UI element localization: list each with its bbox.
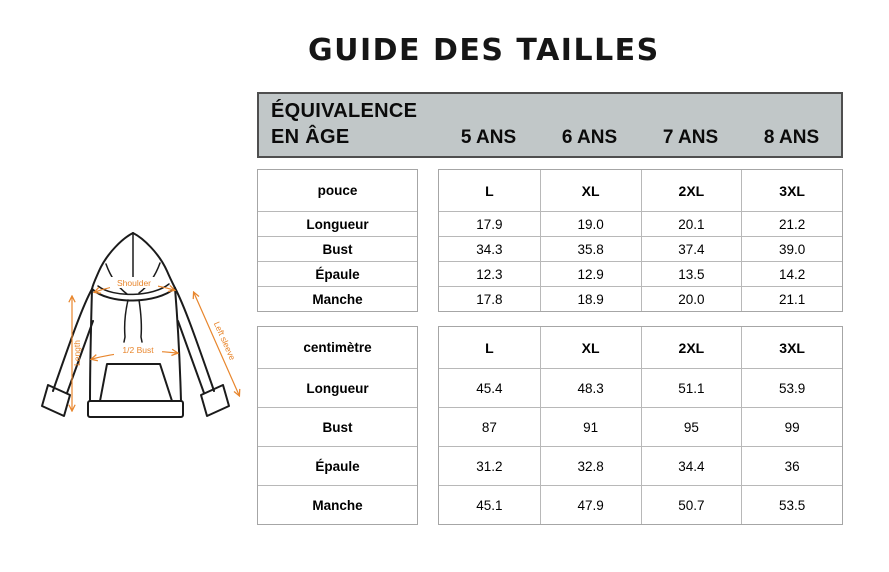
cm-size-header-row: [439, 327, 842, 368]
value-cell: 91: [540, 408, 641, 446]
table-row: [439, 485, 842, 524]
value-cell: 31.2: [476, 458, 503, 474]
table-row: [439, 261, 842, 286]
age-equivalence-line2: EN ÂGE: [271, 126, 350, 148]
cm-table-label-column: [257, 326, 418, 525]
value-cell: 35.8: [540, 237, 641, 261]
age-column-7ans: 7 ANS: [662, 127, 719, 148]
left-cuff: [42, 385, 70, 416]
age-column-5ans: 5 ANS: [460, 127, 517, 148]
size-header: XL: [540, 170, 641, 211]
value-cell: 12.9: [540, 262, 641, 286]
value-cell: 48.3: [540, 369, 641, 407]
size-header: XL: [540, 327, 641, 368]
value-cell: 34.4: [641, 447, 742, 485]
value-cell: 12.3: [476, 266, 503, 282]
value-cell: 18.9: [540, 287, 641, 311]
inches-table-label-column: [257, 169, 418, 312]
table-row: [439, 211, 842, 236]
age-column-6ans: 6 ANS: [561, 127, 618, 148]
page-title: GUIDE DES TAILLES: [308, 33, 660, 68]
table-row: [439, 236, 842, 261]
value-cell: 37.4: [641, 237, 742, 261]
hem-band: [88, 401, 183, 417]
row-label-bust: Bust: [258, 407, 417, 446]
hoodie-outline: [42, 233, 229, 417]
body-left-edge: [90, 289, 92, 401]
value-cell: 21.1: [741, 287, 842, 311]
table-row: [439, 368, 842, 407]
inches-unit-header: pouce: [317, 183, 358, 198]
size-header: 2XL: [641, 327, 742, 368]
age-columns: [438, 127, 842, 149]
inches-size-header-row: [439, 170, 842, 211]
diagram-label-half-bust: 1/2 Bust: [122, 345, 154, 355]
value-cell: 95: [641, 408, 742, 446]
diagram-label-shoulder: Shoulder: [116, 278, 152, 288]
diagram-label-length: Length: [72, 340, 82, 366]
size-header: 2XL: [641, 170, 742, 211]
row-label-epaule: Épaule: [258, 261, 417, 286]
cm-unit-header: centimètre: [303, 340, 372, 355]
age-column-8ans: 8 ANS: [763, 127, 820, 148]
size-header: 3XL: [741, 170, 842, 211]
value-cell: 51.1: [641, 369, 742, 407]
value-cell: 17.8: [476, 291, 503, 307]
value-cell: 17.9: [476, 216, 503, 232]
size-header: L: [485, 182, 494, 199]
value-cell: 53.9: [741, 369, 842, 407]
table-row: [439, 407, 842, 446]
value-cell: 13.5: [641, 262, 742, 286]
value-cell: 53.5: [741, 486, 842, 524]
row-label-manche: Manche: [258, 286, 417, 311]
age-equivalence-line1: ÉQUIVALENCE: [271, 100, 418, 122]
value-cell: 21.2: [741, 212, 842, 236]
size-header: 3XL: [741, 327, 842, 368]
value-cell: 99: [741, 408, 842, 446]
row-label-longueur: Longueur: [258, 368, 417, 407]
age-equivalence-banner: [257, 92, 843, 158]
value-cell: 50.7: [641, 486, 742, 524]
kangaroo-pocket: [100, 364, 172, 401]
diagram-label-left-sleeve: Left sleeve: [211, 319, 238, 362]
value-cell: 20.0: [641, 287, 742, 311]
hoodie-measurement-diagram: [35, 225, 245, 425]
row-label-manche: Manche: [258, 485, 417, 524]
row-label-bust: Bust: [258, 236, 417, 261]
value-cell: 20.1: [641, 212, 742, 236]
inches-table-values: [438, 169, 843, 312]
right-cuff: [201, 385, 229, 416]
value-cell: 19.0: [540, 212, 641, 236]
table-row: [439, 446, 842, 485]
value-cell: 32.8: [540, 447, 641, 485]
body-right-edge: [175, 288, 181, 401]
size-header: L: [485, 339, 494, 356]
value-cell: 47.9: [540, 486, 641, 524]
row-label-longueur: Longueur: [258, 211, 417, 236]
value-cell: 39.0: [741, 237, 842, 261]
value-cell: 45.4: [476, 380, 503, 396]
age-equivalence-label: [271, 98, 417, 150]
value-cell: 14.2: [741, 262, 842, 286]
value-cell: 34.3: [476, 241, 503, 257]
cm-table-values: [438, 326, 843, 525]
table-row: [439, 286, 842, 311]
value-cell: 45.1: [476, 497, 503, 513]
drawstrings: [124, 300, 142, 342]
row-label-epaule: Épaule: [258, 446, 417, 485]
value-cell: 36: [741, 447, 842, 485]
value-cell: 87: [481, 419, 497, 435]
